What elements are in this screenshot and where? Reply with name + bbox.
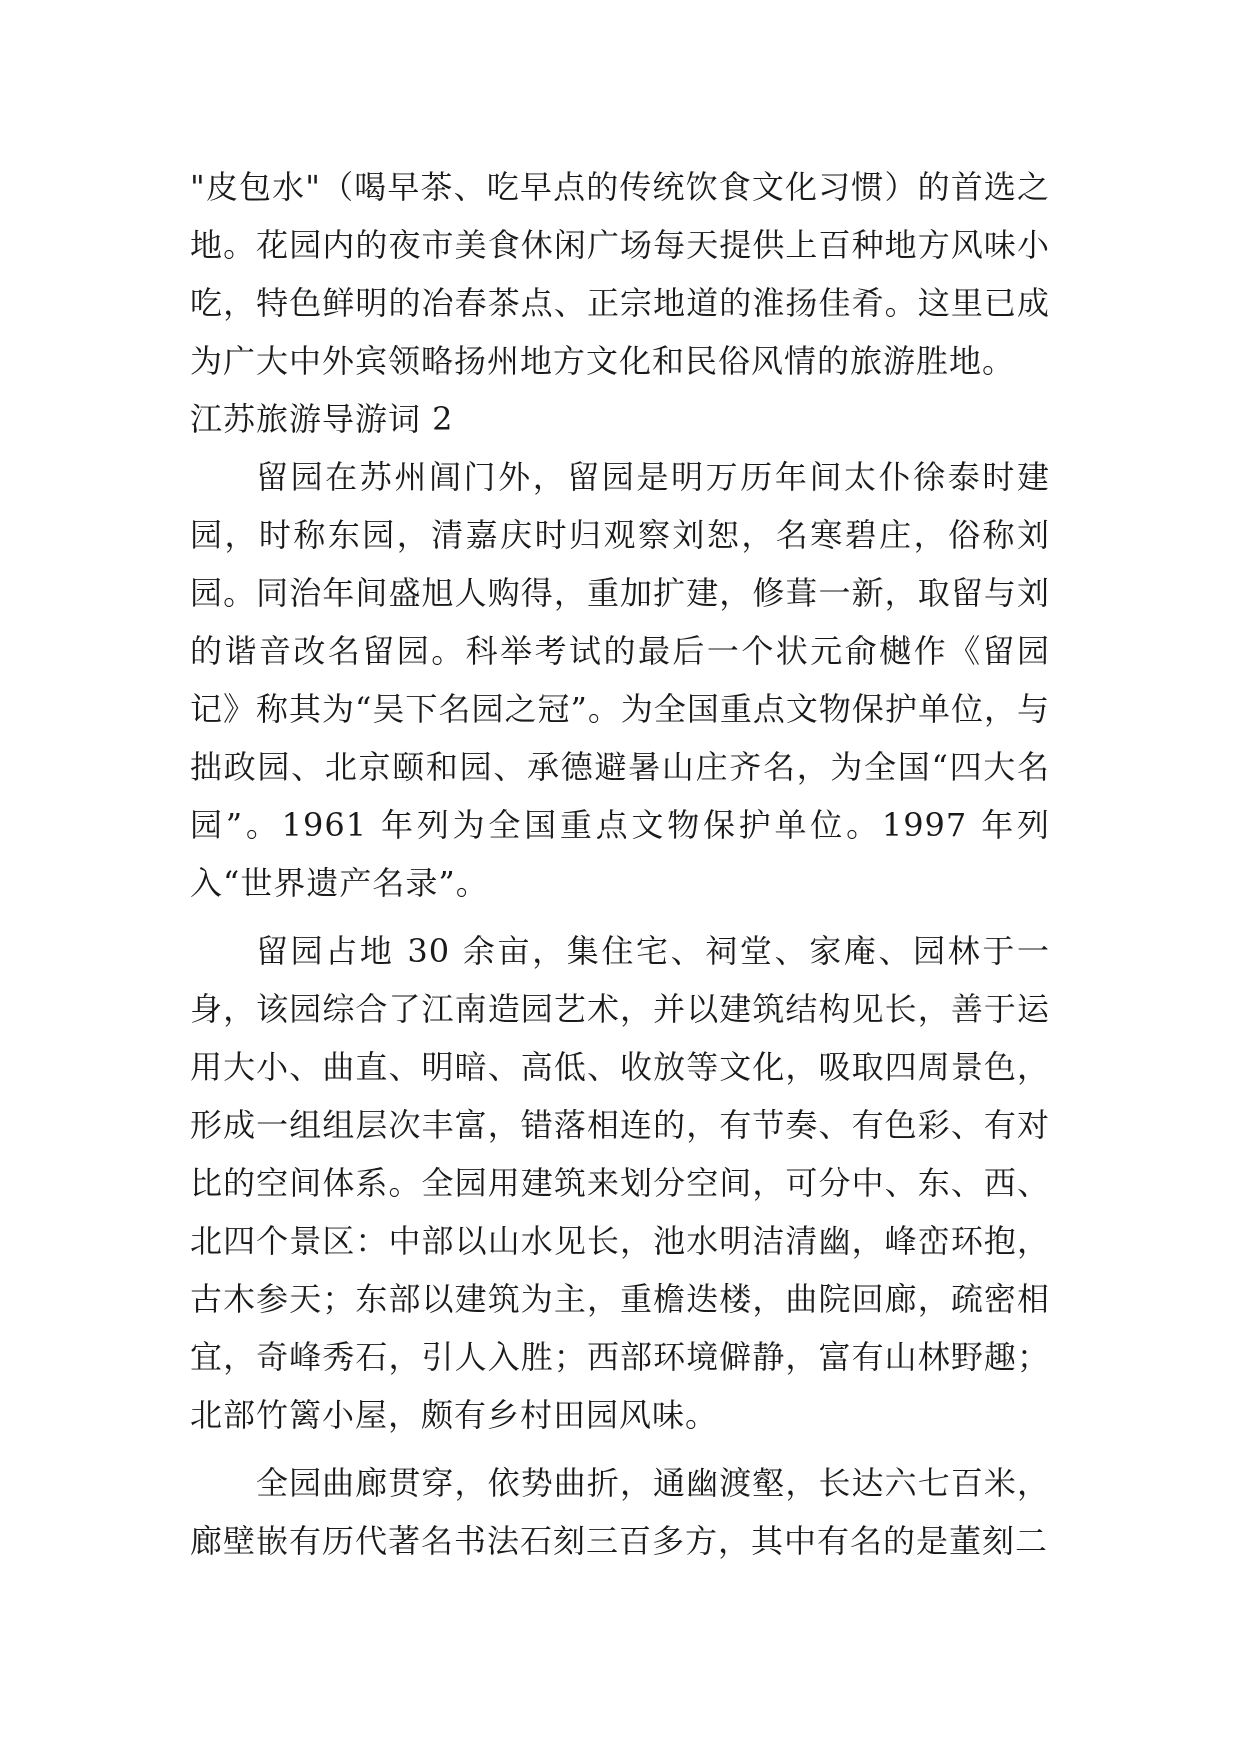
paragraph-2: 留园占地 30 余亩，集住宅、祠堂、家庵、园林于一身，该园综合了江南造园艺术，并以建筑结构见长，善于运用大小、曲直、明暗、高低、收放等文化，吸取四周景色，形成一组组层次丰富，错落相连的，有节奏、有色彩、有对比的空间体系。全园用建筑来划分空间，可分中、东、西、北四个景区：中部以山水见长，池水明洁清幽，峰峦环抱，古木参天；东部以建筑为主，重檐迭楼，曲院回廊，疏密相宜，奇峰秀石，引人入胜；西部环境僻静，富有山林野趣；北部竹篱小屋，颇有乡村田园风味。 <box>190 932 1050 1434</box>
paragraph-3: 全园曲廊贯穿，依势曲折，通幽渡壑，长达六七百米，廊壁嵌有历代著名书法石刻三百多方，其中有名的是董刻二 <box>190 1464 1050 1560</box>
document-body <box>190 158 1050 1570</box>
paragraph-intro: "皮包水"（喝早茶、吃早点的传统饮食文化习惯）的首选之地。花园内的夜市美食休闲广场每天提供上百种地方风味小吃，特色鲜明的冶春茶点、正宗地道的淮扬佳肴。这里已成为广大中外宾领略扬州地方文化和民俗风情的旅游胜地。 <box>190 168 1050 380</box>
section-heading: 江苏旅游导游词 2 <box>190 400 454 438</box>
paragraph-1: 留园在苏州阊门外，留园是明万历年间太仆徐泰时建园，时称东园，清嘉庆时归观察刘恕，名寒碧庄，俗称刘园。同治年间盛旭人购得，重加扩建，修葺一新，取留与刘的谐音改名留园。科举考试的最后一个状元俞樾作《留园记》称其为“吴下名园之冠”。为全国重点文物保护单位，与拙政园、北京颐和园、承德避暑山庄齐名，为全国“四大名园”。1961 年列为全国重点文物保护单位。1997 年列入“世界遗产名录”。 <box>190 458 1050 902</box>
